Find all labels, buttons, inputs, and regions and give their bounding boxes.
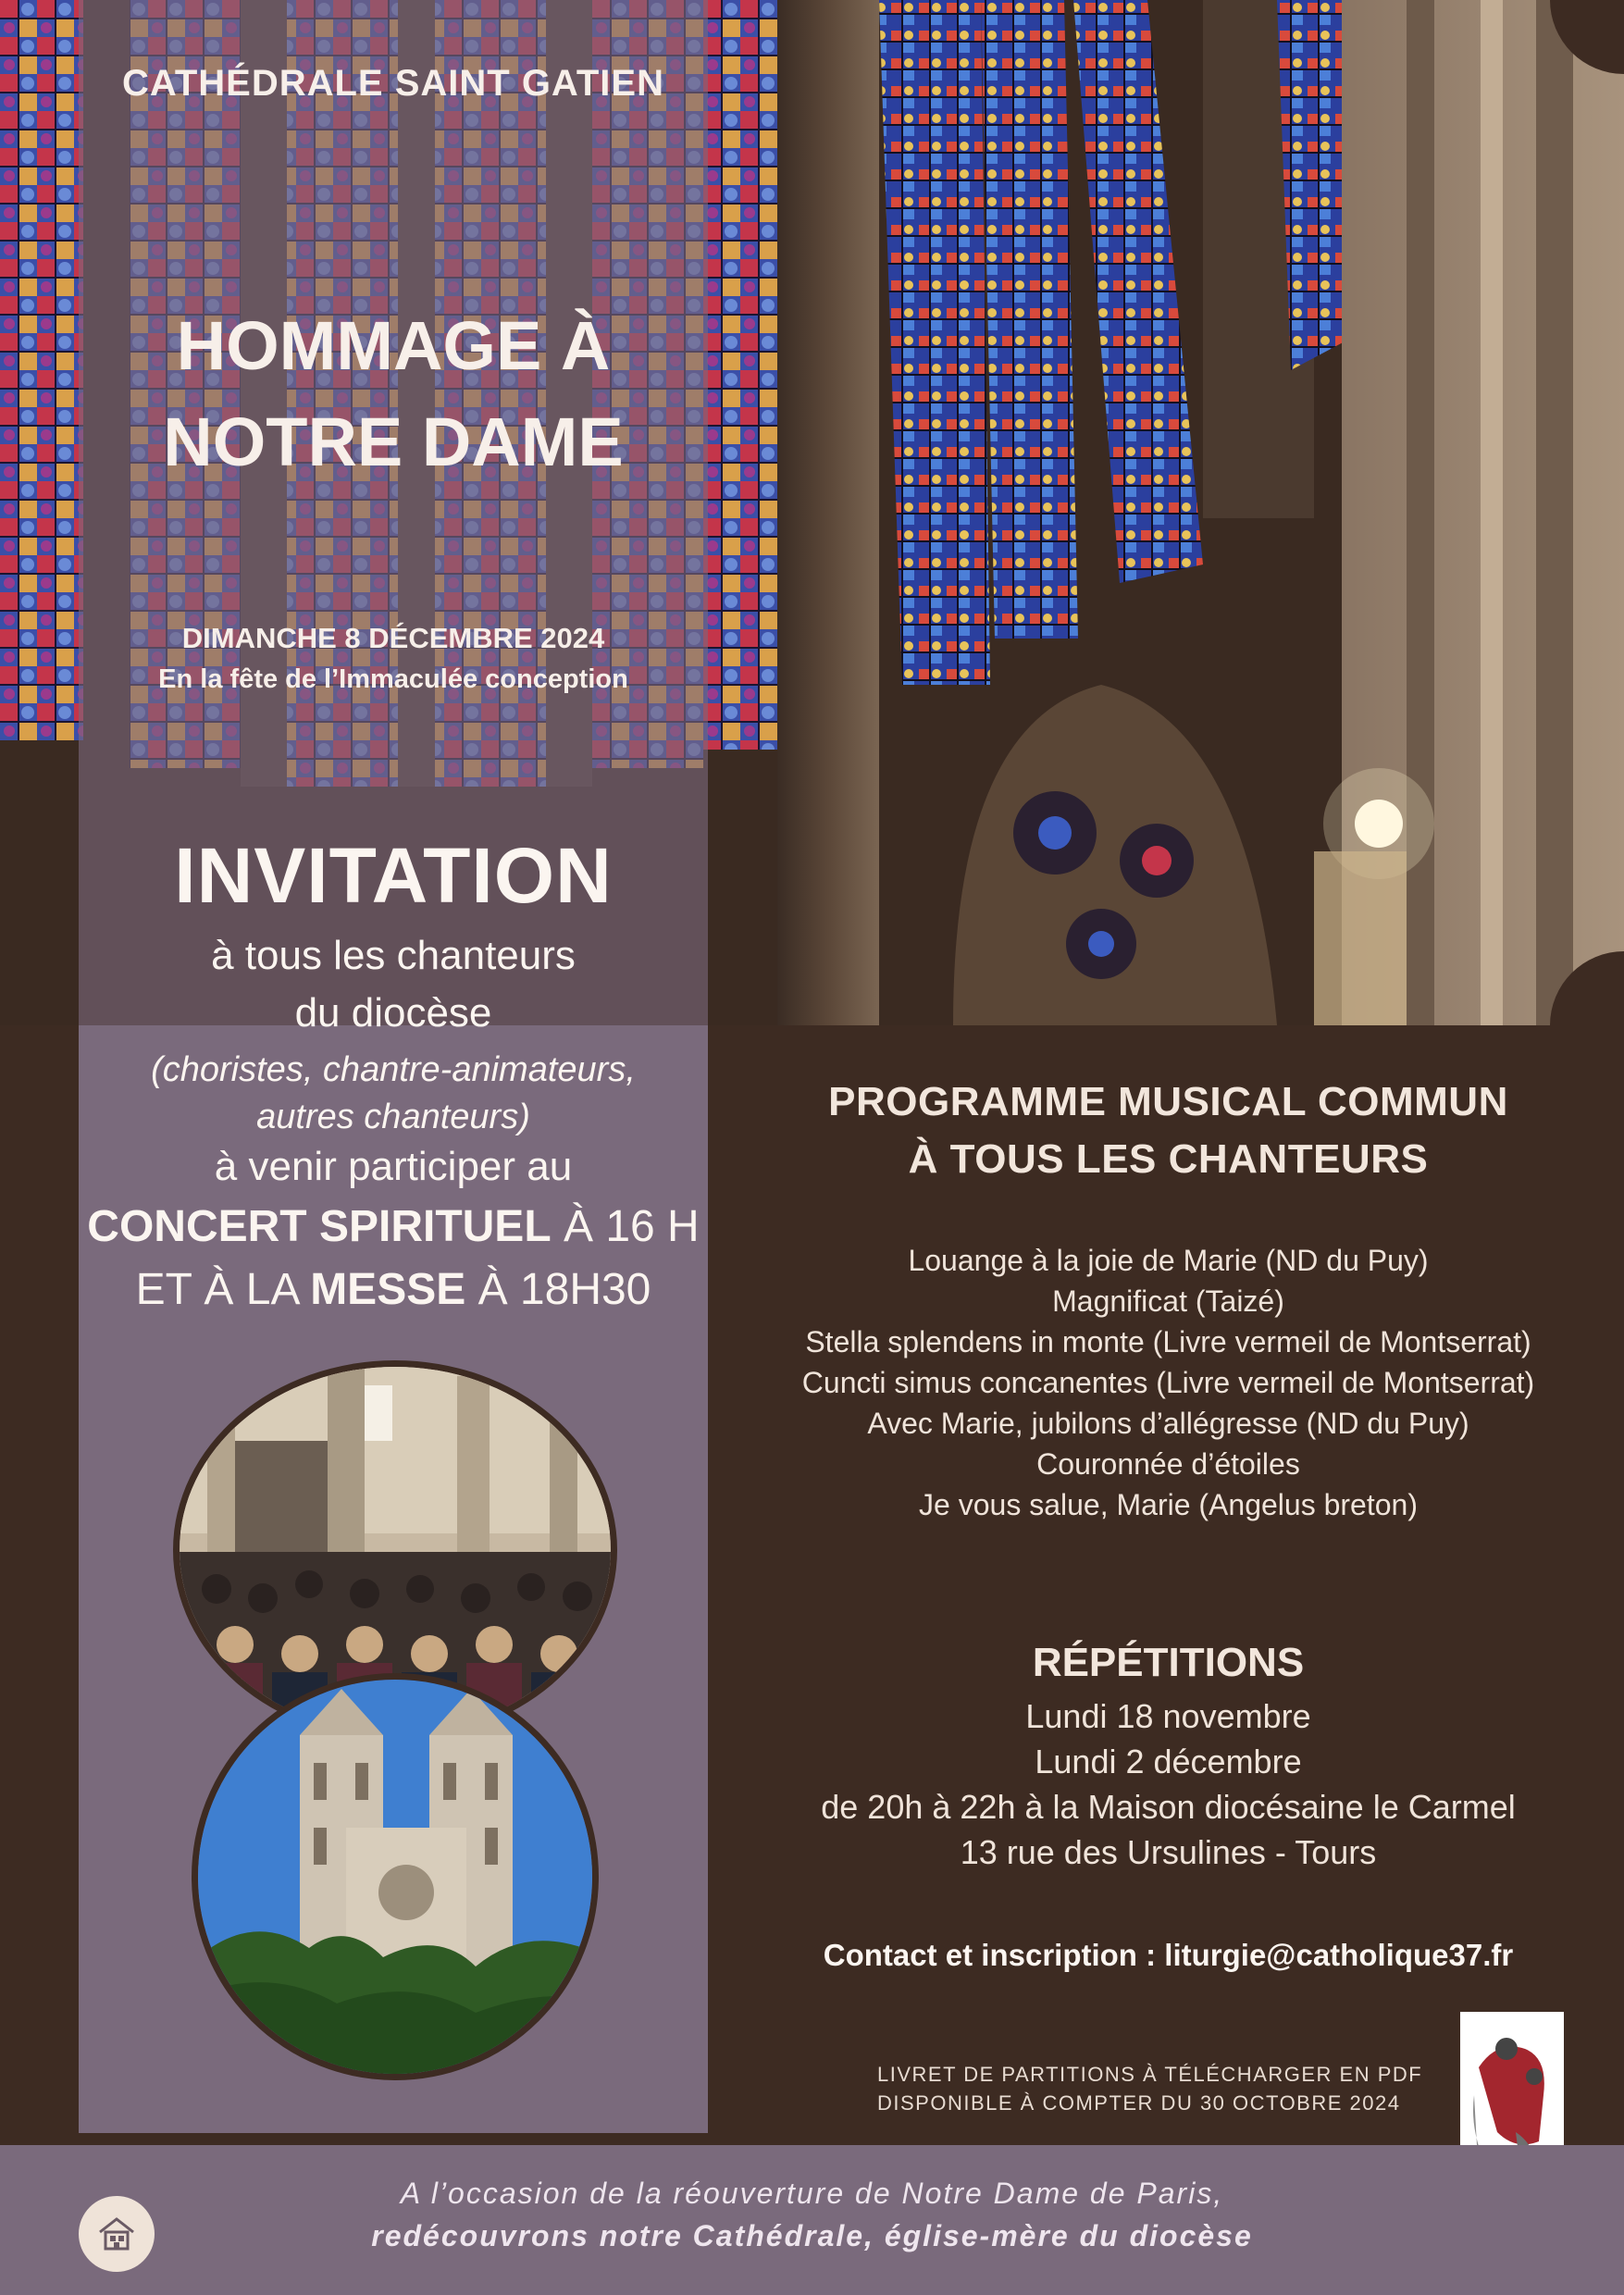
event-title-line1: HOMMAGE À [176,307,611,384]
mass-time: À 18H30 [465,1265,651,1314]
booklet-line1: LIVRET DE PARTITIONS À TÉLÉCHARGER EN PDF [877,2063,1423,2086]
invitation-line3: à venir participer au [214,1144,573,1189]
mass-prefix: ET À LA [135,1265,311,1314]
footer-line1: A l’occasion de la réouverture de Notre Dame de Paris, [400,2177,1224,2210]
rehearsals-details [731,1693,1605,1875]
contact-line [731,1938,1605,1973]
concert-line [79,1201,708,1252]
footer-line2: redécouvrons notre Cathédrale, église-mère du diocèse [371,2219,1253,2252]
invitation-note [79,1047,708,1141]
invitation-heading: INVITATION [174,832,613,919]
booklet-notice [877,2060,1451,2117]
mass-label: MESSE [310,1265,466,1314]
invitation-note-line2: autres chanteurs) [256,1098,530,1136]
concert-time: À 16 H [551,1202,700,1251]
rehearsal-time-place: de 20h à 22h à la Maison diocésaine le Carmel [821,1788,1516,1826]
rehearsals-title: RÉPÉTITIONS [1032,1640,1305,1685]
booklet-line2: DISPONIBLE À COMPTER DU 30 OCTOBRE 2024 [877,2091,1401,2115]
list-item: Je vous salue, Marie (Angelus breton) [919,1488,1418,1521]
venue-name: CATHÉDRALE SAINT GATIEN [122,63,664,104]
contact-email-link[interactable]: liturgie@catholique37.fr [1164,1938,1514,1972]
rehearsal-address: 13 rue des Ursulines - Tours [960,1833,1377,1871]
mass-line [79,1264,708,1315]
programme-title-line1: PROGRAMME MUSICAL COMMUN [828,1079,1508,1124]
concert-label: CONCERT SPIRITUEL [87,1202,552,1251]
invitation-note-line1: (choristes, chantre-animateurs, [151,1050,636,1089]
list-item: Couronnée d’étoiles [1036,1447,1300,1481]
invitation-line2: du diocèse [294,990,492,1036]
list-item: Louange à la joie de Marie (ND du Puy) [908,1244,1429,1277]
event-feast: En la fête de l’Immaculée conception [158,664,628,694]
event-title-line2: NOTRE DAME [163,403,624,480]
list-item: Stella splendens in monte (Livre vermeil de Montserrat) [805,1325,1531,1358]
list-item: Cuncti simus concanentes (Livre vermeil de Montserrat) [801,1366,1535,1399]
event-title [79,298,708,490]
cathedral-exterior-photo [192,1673,599,2080]
programme-title-line2: À TOUS LES CHANTEURS [908,1136,1429,1182]
rehearsal-date: Lundi 2 décembre [1035,1743,1302,1780]
invitation-line1: à tous les chanteurs [211,933,576,978]
rehearsal-date: Lundi 18 novembre [1025,1697,1311,1735]
programme-title [731,1073,1605,1188]
event-date: DIMANCHE 8 DÉCEMBRE 2024 [181,622,605,654]
list-item: Magnificat (Taizé) [1052,1284,1284,1318]
list-item: Avec Marie, jubilons d’allégresse (ND du Puy) [867,1407,1469,1440]
invitation-panel [79,0,708,2133]
programme-list [731,1240,1605,1525]
contact-label: Contact et inscription : [823,1938,1165,1972]
